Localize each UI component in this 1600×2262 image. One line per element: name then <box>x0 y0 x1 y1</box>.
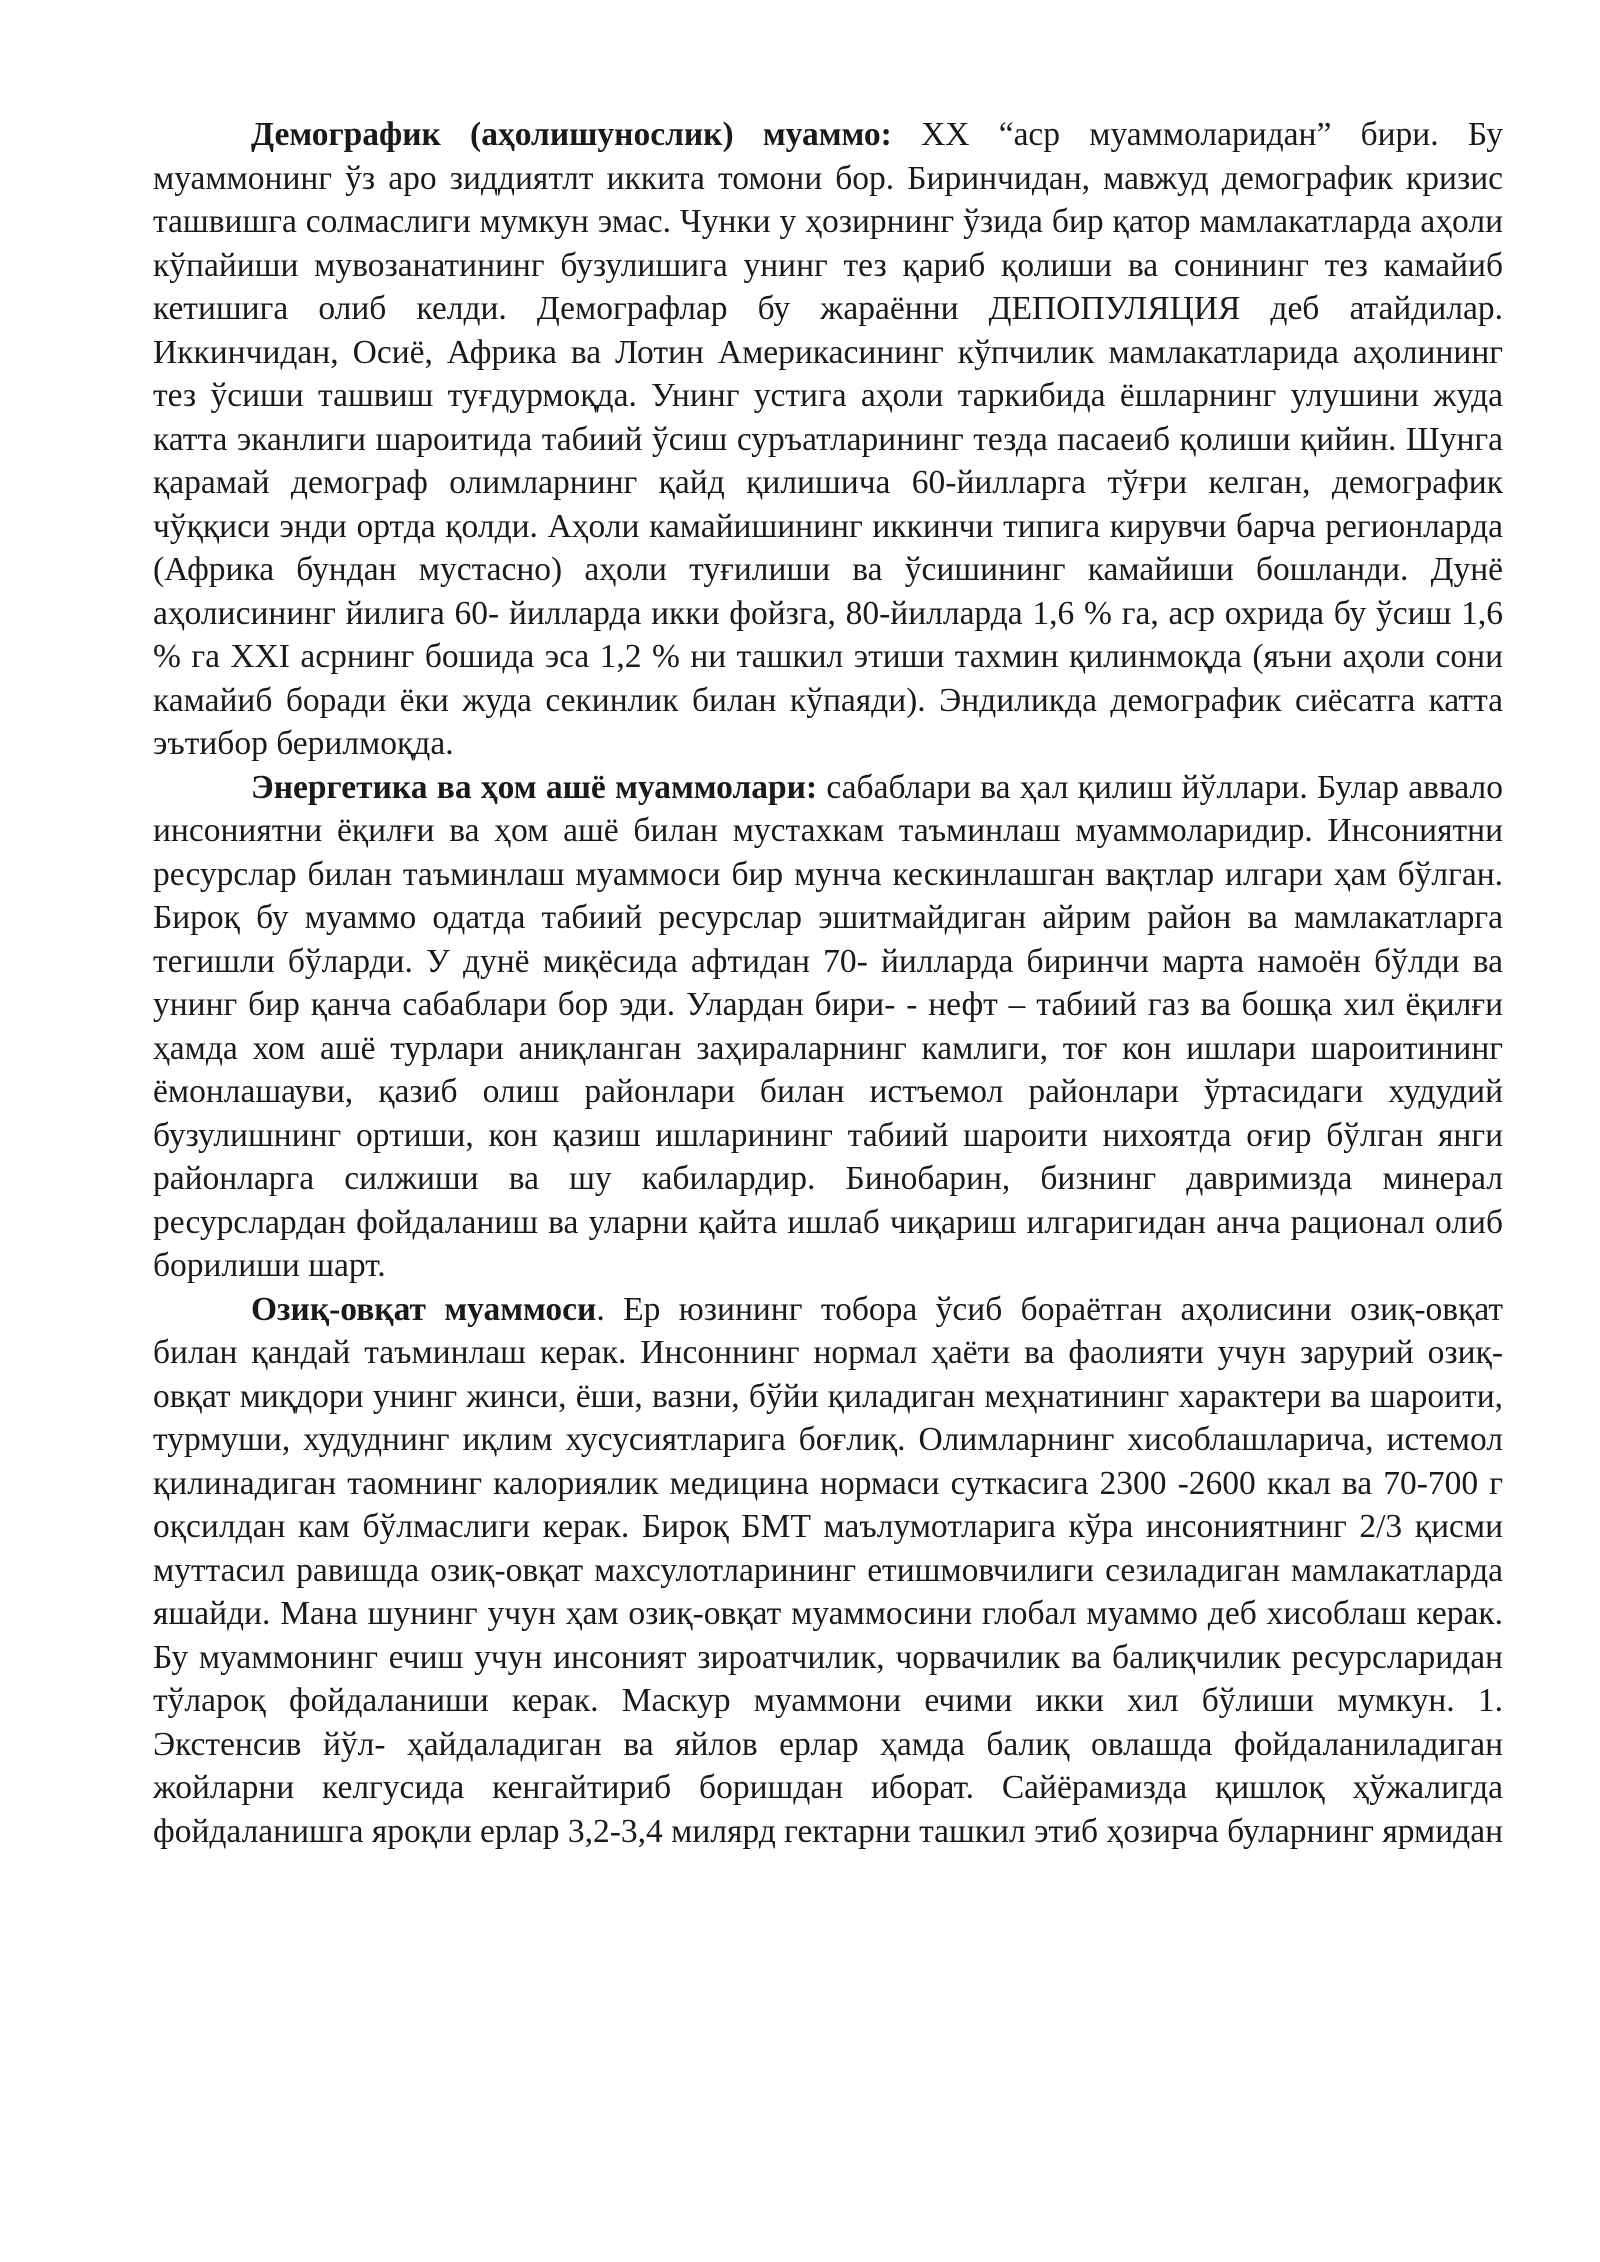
paragraph-energy-body: сабаблари ва ҳал қилиш йўллари. Булар аввало инсониятни ёқилғи ва ҳом ашё билан мустахкам таъминлаш муаммоларидир. Инсониятни ресурслар билан таъминлаш муаммоси бир мунча кескинлашган вақтлар илгари ҳам бўлган. Бироқ бу муаммо одатда табиий ресурслар эшитмайдиган айрим район ва мамлакатларга тегишли бўларди. У дунё миқёсида афтидан 70- йилларда биринчи марта намоён бўлди ва унинг бир қанча сабаблари бор эди. Улардан бири- - нефт – табиий газ ва бошқа хил ёқилғи ҳамда хом ашё турлари аниқланган заҳираларнинг камлиги, тоғ кон ишлари шароитининг ёмонлашауви, қазиб олиш районлари билан истъемол районлари ўртасидаги худудий бузулишнинг ортиши, кон қазиш ишларининг табиий шароити нихоятда оғир бўлган янги районларга силжиши ва шу кабилардир. Бинобарин, бизнинг давримизда минерал ресурслардан фойдаланиш ва уларни қайта ишлаб чиқариш илгаригидан анча рационал олиб борилиши шарт. <box>153 768 1504 1284</box>
heading-energy: Энергетика ва ҳом ашё муаммолари: <box>251 768 818 806</box>
heading-food: Озиқ-овқат муаммоси <box>251 1290 597 1328</box>
paragraph-food <box>153 1288 1503 1854</box>
heading-demography: Демографик (аҳолишунослик) муаммо: <box>251 116 892 153</box>
paragraph-food-body: . Ер юзининг тобора ўсиб бораётган аҳолисини озиқ-овқат билан қандай таъминлаш керак. Инсоннинг нормал ҳаёти ва фаолияти учун зарурий озиқ-овқат миқдори унинг жинси, ёши, вазни, бўйи қиладиган меҳнатининг характери ва шароити, турмуши, худуднинг иқлим хусусиятларига боғлиқ. Олимларнинг хисоблашларича, истемол қилинадиган таомнинг калориялик медицина нормаси суткасига 2300 -2600 ккал ва 70-700 г оқсилдан кам бўлмаслиги керак. Бироқ БМТ маълумотларига кўра инсониятнинг 2/3 қисми муттасил равишда озиқ-овқат махсулотларининг етишмовчилиги сезиладиган мамлакатларда яшайди. Мана шунинг учун ҳам озиқ-овқат муаммосини глобал муаммо деб хисоблаш керак. Бу муаммонинг ечиш учун инсоният зироатчилик, чорвачилик ва балиқчилик ресурсларидан тўлароқ фойдаланиши керак. Маскур муаммони ечими икки хил бўлиши мумкун. 1. Экстенсив йўл- ҳайдаладиган ва яйлов ерлар ҳамда балиқ овлашда фойдаланиладиган жойларни келгусида кенгайтириб боришдан иборат. Сайёрамизда қишлоқ ҳўжалигда фойдаланишга яроқли ерлар 3,2-3,4 милярд гектарни ташкил этиб ҳозирча буларнинг ярмидан <box>153 1290 1504 1850</box>
paragraph-demography <box>153 113 1503 766</box>
paragraph-demography-body: ХХ “аср муаммоларидан” бири. Бу муаммонинг ўз аро зиддиятлт иккита томони бор. Биринчидан, мавжуд демографик кризис ташвишга солмаслиги мумкун эмас. Чунки у ҳозирнинг ўзида бир қатор мамлакатларда аҳоли кўпайиши мувозанатининг бузулишига унинг тез қариб қолиши ва сонининг тез камайиб кетишига олиб келди. Демографлар бу жараённи ДЕПОПУЛЯЦИЯ деб атайдилар. Иккинчидан, Осиё, Африка ва Лотин Америкасининг кўпчилик мамлакатларида аҳолининг тез ўсиши ташвиш туғдурмоқда. Унинг устига аҳоли таркибида ёшларнинг улушини жуда катта эканлиги шароитида табиий ўсиш суръатларининг тезда пасаеиб қолиши қийин. Шунга қарамай демограф олимларнинг қайд қилишича 60-йилларга тўғри келган, демографик чўққиси энди ортда қолди. Аҳоли камайишининг иккинчи типига кирувчи барча регионларда (Африка бундан мустасно) аҳоли туғилиши ва ўсишининг камайиши бошланди. Дунё аҳолисининг йилига 60- йилларда икки фойзга, 80-йилларда 1,6 % га, аср охрида бу ўсиш 1,6 % га XXI асрнинг бошида эса 1,2 % ни ташкил этиши тахмин қилинмоқда (яъни аҳоли сони камайиб боради ёки жуда секинлик билан кўпаяди). Эндиликда демографик сиёсатга катта эътибор берилмоқда. <box>153 116 1503 762</box>
document-page <box>153 113 1503 1853</box>
paragraph-energy <box>153 766 1503 1288</box>
